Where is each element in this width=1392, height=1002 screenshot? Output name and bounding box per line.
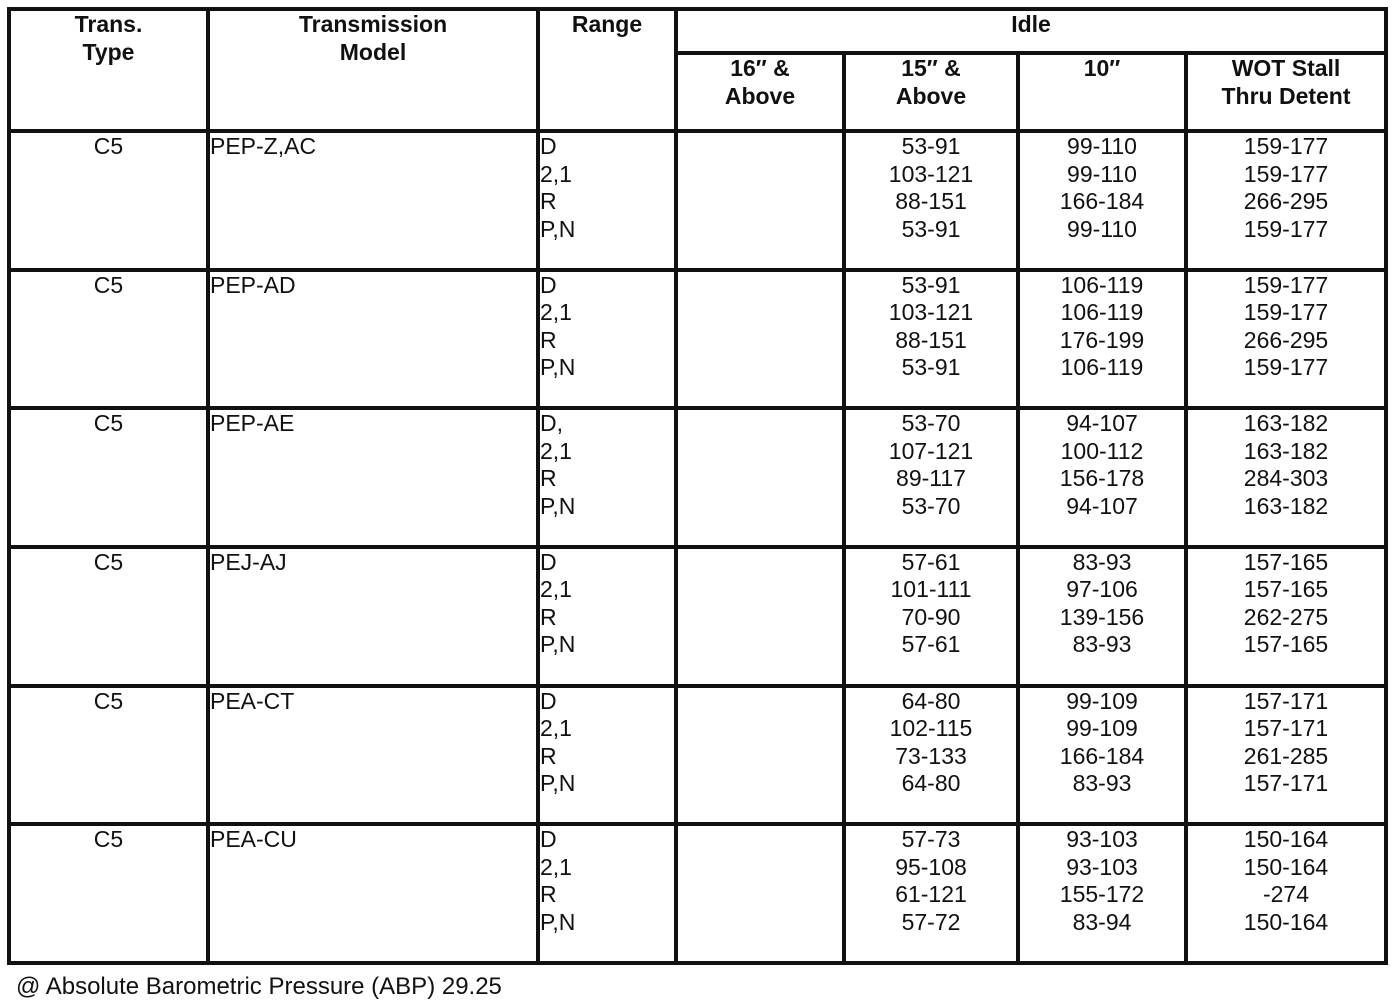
range-value: D, — [540, 410, 563, 437]
range-value: 2,1 — [540, 715, 572, 742]
wot-stall-value: 159-177 — [1243, 354, 1329, 381]
idle-15-above-cell — [844, 547, 1018, 686]
idle-15-above-value: 53-91 — [901, 133, 961, 159]
idle-15-above-cell — [844, 270, 1018, 409]
wot-stall-value: 150-164 — [1243, 853, 1329, 880]
idle-15-above-value: 101-111 — [890, 576, 972, 603]
idle-10-value: 139-156 — [1059, 603, 1145, 630]
idle-10-value: 106-119 — [1060, 354, 1144, 381]
idle-10-value: 176-199 — [1059, 326, 1145, 353]
range-value: R — [540, 326, 557, 353]
wot-stall-value: 163-182 — [1243, 492, 1329, 519]
header-wot-stall — [1186, 53, 1386, 131]
idle-15-above-value: 53-91 — [901, 271, 961, 298]
wot-stall-value: 262-275 — [1243, 603, 1329, 630]
range-value: R — [540, 188, 557, 214]
idle-10-value: 155-172 — [1059, 881, 1145, 908]
idle-15-above-value: 53-70 — [901, 410, 961, 437]
idle-15-above-value: 88-151 — [895, 188, 967, 214]
idle-16-above-cell — [676, 131, 844, 270]
header-wot-line1: WOT Stall — [1231, 55, 1341, 81]
idle-10-value: 156-178 — [1059, 465, 1145, 492]
wot-stall-cell — [1186, 131, 1386, 270]
table-row — [9, 131, 1386, 270]
header-16-line2: Above — [724, 82, 796, 109]
table-body — [9, 131, 1386, 963]
trans-type-cell: C5 — [9, 270, 208, 409]
range-value: P,N — [540, 770, 576, 797]
idle-10-value: 166-184 — [1059, 742, 1145, 769]
header-idle — [676, 9, 1386, 53]
range-value: 2,1 — [540, 576, 572, 603]
idle-10-value: 94-107 — [1066, 492, 1138, 519]
idle-15-above-value: 107-121 — [888, 437, 974, 464]
pressure-spec-table — [7, 7, 1388, 965]
transmission-model-cell: PEP-Z,AC — [208, 131, 538, 270]
table-row — [9, 270, 1386, 409]
header-trans-type-line1: Trans. — [74, 11, 143, 37]
header-16-above — [676, 53, 844, 131]
idle-10-value: 94-107 — [1066, 410, 1138, 437]
idle-16-above-cell — [676, 408, 844, 547]
header-model-line1: Transmission — [298, 11, 448, 37]
transmission-model-cell: PEA-CT — [208, 686, 538, 825]
range-value: P,N — [540, 908, 576, 935]
idle-10-value: 99-110 — [1067, 160, 1137, 187]
table-row — [9, 408, 1386, 547]
idle-15-above-value: 53-91 — [901, 354, 961, 381]
idle-10-cell — [1018, 547, 1186, 686]
header-trans-type — [9, 9, 208, 131]
idle-15-above-value: 53-91 — [901, 215, 961, 242]
wot-stall-value: 159-177 — [1243, 215, 1329, 242]
range-cell — [538, 547, 676, 686]
range-value: 2,1 — [540, 437, 572, 464]
range-value: P,N — [540, 631, 576, 658]
range-cell — [538, 686, 676, 825]
transmission-model-cell: PEP-AD — [208, 270, 538, 409]
idle-15-above-value: 61-121 — [895, 881, 967, 908]
idle-15-above-cell — [844, 408, 1018, 547]
range-value: 2,1 — [540, 299, 572, 326]
header-transmission-model — [208, 9, 538, 131]
idle-15-above-value: 89-117 — [896, 465, 966, 492]
transmission-model-cell: PEA-CU — [208, 824, 538, 963]
idle-10-cell — [1018, 824, 1186, 963]
idle-10-cell — [1018, 686, 1186, 825]
idle-10-value: 99-110 — [1067, 133, 1137, 159]
range-value: R — [540, 465, 557, 492]
header-wot-line2: Thru Detent — [1221, 82, 1351, 109]
table-row — [9, 824, 1386, 963]
idle-10-value: 100-112 — [1060, 437, 1144, 464]
idle-15-above-value: 73-133 — [895, 742, 967, 769]
wot-stall-value: 163-182 — [1243, 410, 1329, 437]
wot-stall-value: 159-177 — [1243, 271, 1329, 298]
idle-10-value: 166-184 — [1059, 188, 1145, 214]
wot-stall-cell — [1186, 408, 1386, 547]
idle-10-cell — [1018, 408, 1186, 547]
range-value: R — [540, 742, 557, 769]
header-10-label: 10″ — [1083, 55, 1121, 81]
footnote: @ Absolute Barometric Pressure (ABP) 29.25 — [16, 973, 502, 1000]
header-15-line1: 15″ & — [901, 55, 961, 81]
idle-10-value: 93-103 — [1066, 853, 1138, 880]
range-value: D — [540, 687, 557, 714]
wot-stall-value: 150-164 — [1243, 908, 1329, 935]
idle-10-value: 83-94 — [1072, 908, 1132, 935]
range-value: 2,1 — [540, 160, 572, 187]
idle-16-above-cell — [676, 547, 844, 686]
idle-10-value: 83-93 — [1072, 770, 1132, 797]
range-cell — [538, 408, 676, 547]
range-value: R — [540, 881, 557, 908]
wot-stall-cell — [1186, 547, 1386, 686]
wot-stall-value: 150-164 — [1243, 826, 1329, 853]
idle-10-value: 97-106 — [1066, 576, 1138, 603]
wot-stall-value: 157-165 — [1243, 548, 1329, 575]
idle-15-above-cell — [844, 686, 1018, 825]
wot-stall-value: 157-171 — [1243, 687, 1329, 714]
transmission-model-cell: PEJ-AJ — [208, 547, 538, 686]
wot-stall-value: 157-171 — [1243, 715, 1329, 742]
range-value: R — [540, 603, 557, 630]
idle-15-above-value: 64-80 — [901, 687, 961, 714]
idle-15-above-value: 53-70 — [901, 492, 961, 519]
idle-15-above-cell — [844, 131, 1018, 270]
range-cell — [538, 270, 676, 409]
transmission-model-cell: PEP-AE — [208, 408, 538, 547]
idle-10-cell — [1018, 270, 1186, 409]
header-idle-label: Idle — [1011, 11, 1051, 37]
range-value: P,N — [540, 354, 576, 381]
header-16-line1: 16″ & — [730, 55, 790, 81]
idle-10-cell — [1018, 131, 1186, 270]
wot-stall-value: -274 — [1262, 881, 1310, 908]
idle-15-above-value: 57-73 — [901, 826, 961, 853]
idle-15-above-value: 57-72 — [901, 908, 961, 935]
idle-15-above-value: 95-108 — [895, 853, 967, 880]
idle-15-above-value: 103-121 — [888, 160, 974, 187]
trans-type-cell: C5 — [9, 547, 208, 686]
wot-stall-value: 266-295 — [1243, 326, 1329, 353]
idle-15-above-value: 70-90 — [901, 603, 961, 630]
range-cell — [538, 824, 676, 963]
table-row — [9, 686, 1386, 825]
idle-15-above-value: 57-61 — [901, 548, 961, 575]
range-value: D — [540, 271, 557, 298]
idle-15-above-value: 102-115 — [889, 715, 973, 742]
idle-10-value: 83-93 — [1072, 548, 1132, 575]
range-value: D — [540, 826, 557, 853]
idle-15-above-value: 64-80 — [901, 770, 961, 797]
idle-10-value: 99-109 — [1066, 715, 1138, 742]
table-row — [9, 547, 1386, 686]
header-trans-type-line2: Type — [82, 38, 135, 65]
idle-10-value: 93-103 — [1066, 826, 1138, 853]
idle-10-value: 106-119 — [1060, 299, 1144, 326]
wot-stall-cell — [1186, 824, 1386, 963]
idle-10-value: 99-109 — [1066, 687, 1138, 714]
trans-type-cell: C5 — [9, 824, 208, 963]
idle-10-value: 83-93 — [1072, 631, 1132, 658]
wot-stall-cell — [1186, 686, 1386, 825]
idle-10-value: 106-119 — [1060, 271, 1144, 298]
header-15-line2: Above — [895, 82, 967, 109]
wot-stall-value: 266-295 — [1243, 188, 1329, 214]
header-15-above — [844, 53, 1018, 131]
trans-type-cell: C5 — [9, 408, 208, 547]
wot-stall-value: 284-303 — [1243, 465, 1329, 492]
range-value: P,N — [540, 492, 576, 519]
header-10 — [1018, 53, 1186, 131]
idle-10-value: 99-110 — [1067, 215, 1137, 242]
idle-15-above-cell — [844, 824, 1018, 963]
wot-stall-value: 261-285 — [1243, 742, 1329, 769]
wot-stall-value: 159-177 — [1243, 299, 1329, 326]
wot-stall-cell — [1186, 270, 1386, 409]
range-value: 2,1 — [540, 853, 572, 880]
trans-type-cell: C5 — [9, 686, 208, 825]
trans-type-cell: C5 — [9, 131, 208, 270]
idle-16-above-cell — [676, 270, 844, 409]
range-cell — [538, 131, 676, 270]
range-value: D — [540, 548, 557, 575]
range-value: P,N — [540, 215, 576, 242]
header-range — [538, 9, 676, 131]
wot-stall-value: 159-177 — [1243, 160, 1329, 187]
idle-16-above-cell — [676, 824, 844, 963]
wot-stall-value: 157-165 — [1243, 631, 1329, 658]
wot-stall-value: 157-165 — [1243, 576, 1329, 603]
idle-16-above-cell — [676, 686, 844, 825]
wot-stall-value: 163-182 — [1243, 437, 1329, 464]
range-value: D — [540, 133, 557, 159]
idle-15-above-value: 103-121 — [888, 299, 974, 326]
wot-stall-value: 159-177 — [1243, 133, 1329, 159]
header-model-line2: Model — [339, 38, 407, 65]
idle-15-above-value: 88-151 — [895, 326, 967, 353]
idle-15-above-value: 57-61 — [901, 631, 961, 658]
wot-stall-value: 157-171 — [1243, 770, 1329, 797]
header-range-label: Range — [571, 11, 643, 37]
